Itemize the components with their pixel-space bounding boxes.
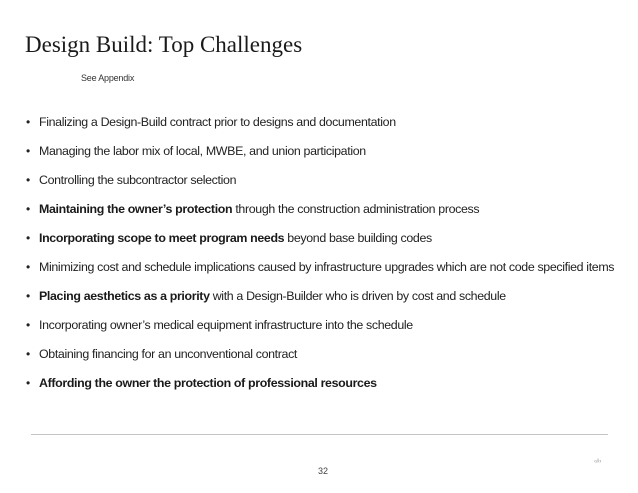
bullet-item	[26, 373, 616, 395]
bullet-dot: •	[26, 201, 30, 216]
bullet-bold-text: Affording the owner the protection of professional resources	[39, 375, 377, 390]
bullet-item	[26, 170, 616, 192]
bullet-dot: •	[26, 346, 30, 361]
bullet-text: with a Design-Builder who is driven by cost and schedule	[209, 288, 506, 303]
bullet-dot: •	[26, 143, 30, 158]
bullet-item	[26, 199, 616, 221]
bullet-item	[26, 344, 616, 366]
bullet-dot: •	[26, 317, 30, 332]
bullet-dot: •	[26, 172, 30, 187]
bullet-text: Managing the labor mix of local, MWBE, and union participation	[39, 143, 366, 158]
bullet-bold-text: Incorporating scope to meet program needs	[39, 230, 285, 245]
bullet-text: beyond base building codes	[284, 230, 432, 245]
footer-divider	[31, 434, 608, 435]
bullet-list	[26, 112, 616, 402]
bullet-item	[26, 141, 616, 163]
bullet-dot: •	[26, 375, 30, 390]
bullet-item	[26, 286, 616, 308]
slide-title: Design Build: Top Challenges	[25, 32, 303, 57]
bullet-dot: •	[26, 288, 30, 303]
bullet-dot: •	[26, 259, 30, 274]
slide-number-placeholder: ‹#›	[594, 459, 602, 465]
bullet-text: Incorporating owner’s medical equipment infrastructure into the schedule	[39, 317, 413, 332]
bullet-text: Finalizing a Design-Build contract prior to designs and documentation	[39, 115, 396, 129]
bullet-item	[26, 257, 616, 279]
bullet-text: through the construction administration process	[232, 201, 480, 216]
page-number: 32	[318, 466, 329, 476]
bullet-item	[26, 228, 616, 250]
bullet-text: Minimizing cost and schedule implications caused by infrastructure upgrades which are not code specified items	[39, 259, 615, 274]
bullet-bold-text: Placing aesthetics as a priority	[39, 288, 210, 303]
bullet-bold-text: Maintaining the owner’s protection	[39, 201, 233, 216]
bullet-text: Obtaining financing for an unconventional contract	[39, 346, 298, 361]
slide-subtitle: See Appendix	[81, 73, 135, 83]
bullet-item	[26, 315, 616, 337]
bullet-dot: •	[26, 230, 30, 245]
bullet-dot: •	[26, 115, 30, 129]
bullet-item	[26, 112, 616, 134]
bullet-text: Controlling the subcontractor selection	[39, 172, 237, 187]
